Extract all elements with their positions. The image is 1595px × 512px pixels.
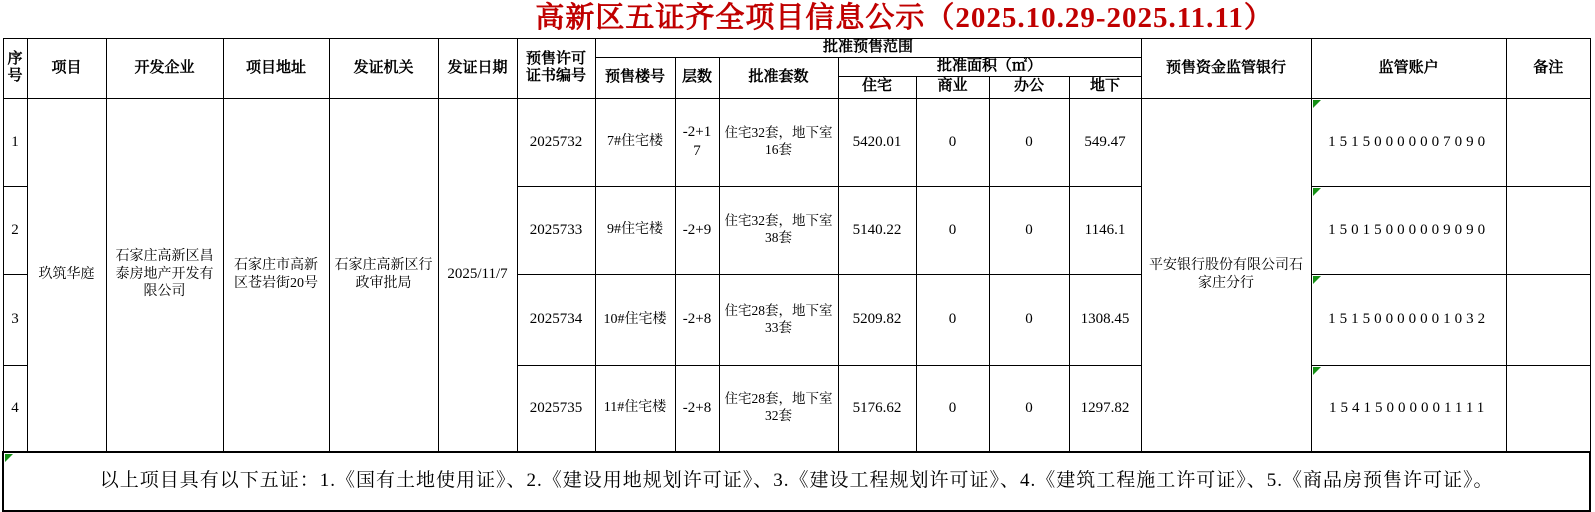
- cell-serial: 3: [3, 274, 27, 365]
- header-residential: 住宅: [838, 76, 916, 98]
- cell-floors: -2+8: [675, 365, 719, 452]
- header-building: 预售楼号: [595, 57, 675, 98]
- five-certificates-footnote: 以上项目具有以下五证：1.《国有土地使用证》、2.《建设用地规划许可证》、3.《建设工程规划许可证》、4.《建筑工程施工许可证》、5.《商品房预售许可证》。: [99, 470, 1494, 492]
- cell-permit-no: 2025734: [517, 274, 595, 365]
- cell-residential-area: 5176.62: [838, 365, 916, 452]
- cell-corner-triangle-icon: [5, 454, 13, 462]
- header-authority: 发证机关: [329, 39, 438, 98]
- account-number: 15150000001032: [1328, 311, 1490, 328]
- cell-corner-triangle-icon: [1313, 188, 1321, 196]
- cell-authority: 石家庄高新区行政审批局: [329, 98, 438, 452]
- cell-permit-no: 2025732: [517, 98, 595, 186]
- cell-developer: 石家庄高新区昌泰房地产开发有限公司: [106, 98, 223, 452]
- cell-serial: 1: [3, 98, 27, 186]
- cell-corner-triangle-icon: [1313, 367, 1321, 375]
- table-row: [3, 98, 1590, 186]
- cell-remark: [1506, 274, 1590, 365]
- account-number: 15015000009090: [1328, 221, 1490, 238]
- cell-commercial-area: 0: [916, 365, 989, 452]
- project-info-table: [2, 0, 1591, 512]
- cell-underground-area: 549.47: [1069, 98, 1141, 186]
- cell-account: [1311, 186, 1506, 274]
- cell-residential-area: 5140.22: [838, 186, 916, 274]
- cell-remark: [1506, 98, 1590, 186]
- header-presale-scope: 批准预售范围: [595, 39, 1141, 57]
- cell-account: [1311, 274, 1506, 365]
- cell-serial: 2: [3, 186, 27, 274]
- header-commercial: 商业: [916, 76, 989, 98]
- header-underground: 地下: [1069, 76, 1141, 98]
- header-approved-area: 批准面积（㎡）: [838, 57, 1141, 76]
- account-number: 15150000007090: [1328, 133, 1490, 150]
- cell-remark: [1506, 365, 1590, 452]
- header-floors: 层数: [675, 57, 719, 98]
- page-title: 高新区五证齐全项目信息公示（2025.10.29-2025.11.11）: [535, 2, 1274, 34]
- cell-office-area: 0: [989, 186, 1069, 274]
- header-developer: 开发企业: [106, 39, 223, 98]
- cell-serial: 4: [3, 365, 27, 452]
- header-bank: 预售资金监管银行: [1141, 39, 1311, 98]
- cell-building: 7#住宅楼: [595, 98, 675, 186]
- cell-floors: -2+9: [675, 186, 719, 274]
- cell-building: 11#住宅楼: [595, 365, 675, 452]
- cell-corner-triangle-icon: [1313, 100, 1321, 108]
- cell-address: 石家庄市高新区苍岩街20号: [223, 98, 329, 452]
- cell-residential-area: 5420.01: [838, 98, 916, 186]
- cell-account: [1311, 98, 1506, 186]
- cell-underground-area: 1146.1: [1069, 186, 1141, 274]
- cell-floors: -2+17: [675, 98, 719, 186]
- cell-units: 住宅28套，地下室32套: [719, 365, 838, 452]
- cell-project: 玖筑华庭: [27, 98, 106, 452]
- header-permit-no: 预售许可证书编号: [517, 39, 595, 98]
- cell-account: [1311, 365, 1506, 452]
- cell-floors: -2+8: [675, 274, 719, 365]
- cell-remark: [1506, 186, 1590, 274]
- header-units: 批准套数: [719, 57, 838, 98]
- header-remark: 备注: [1506, 39, 1590, 98]
- cell-underground-area: 1308.45: [1069, 274, 1141, 365]
- cell-building: 9#住宅楼: [595, 186, 675, 274]
- cell-commercial-area: 0: [916, 186, 989, 274]
- cell-building: 10#住宅楼: [595, 274, 675, 365]
- header-address: 项目地址: [223, 39, 329, 98]
- header-serial: 序号: [3, 39, 27, 98]
- header-office: 办公: [989, 76, 1069, 98]
- cell-residential-area: 5209.82: [838, 274, 916, 365]
- cell-units: 住宅32套，地下室38套: [719, 186, 838, 274]
- header-account: 监管账户: [1311, 39, 1506, 98]
- five-certificates-footnote-cell: [3, 452, 1590, 511]
- header-project: 项目: [27, 39, 106, 98]
- cell-units: 住宅28套，地下室33套: [719, 274, 838, 365]
- cell-units: 住宅32套，地下室16套: [719, 98, 838, 186]
- cell-corner-triangle-icon: [1313, 276, 1321, 284]
- cell-office-area: 0: [989, 98, 1069, 186]
- cell-issue-date: 2025/11/7: [438, 98, 517, 452]
- cell-commercial-area: 0: [916, 274, 989, 365]
- cell-permit-no: 2025735: [517, 365, 595, 452]
- cell-underground-area: 1297.82: [1069, 365, 1141, 452]
- title-remark-spacer-cell: [1506, 0, 1590, 39]
- cell-office-area: 0: [989, 274, 1069, 365]
- account-number: 15415000001111: [1328, 399, 1489, 416]
- cell-bank: 平安银行股份有限公司石家庄分行: [1141, 98, 1311, 452]
- cell-commercial-area: 0: [916, 98, 989, 186]
- cell-office-area: 0: [989, 365, 1069, 452]
- cell-permit-no: 2025733: [517, 186, 595, 274]
- header-issue-date: 发证日期: [438, 39, 517, 98]
